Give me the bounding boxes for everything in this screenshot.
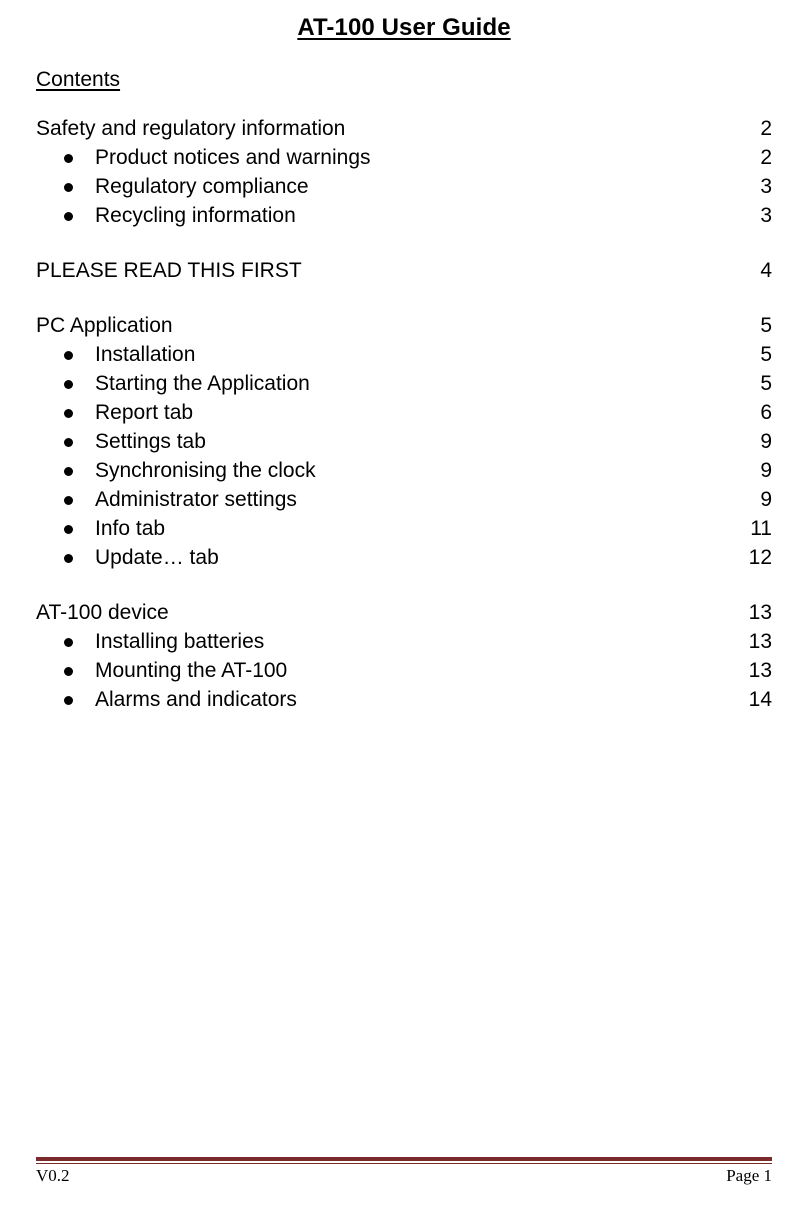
toc-entry-page: 2 xyxy=(760,117,772,140)
toc-subentry[interactable] xyxy=(36,456,772,485)
toc-subentry[interactable] xyxy=(36,543,772,572)
footer-version: V0.2 xyxy=(36,1166,70,1185)
toc-subentry-title: Info tab xyxy=(95,517,166,540)
toc-subentry-page: 13 xyxy=(748,630,772,653)
toc-section xyxy=(36,114,772,230)
toc-subentry[interactable] xyxy=(36,172,772,201)
toc-subentry-page: 9 xyxy=(760,488,772,511)
toc-entry[interactable] xyxy=(36,256,772,285)
toc-subentry[interactable] xyxy=(36,369,772,398)
toc-section xyxy=(36,311,772,572)
toc-subentry[interactable] xyxy=(36,398,772,427)
bullet-icon xyxy=(64,696,73,705)
toc-subentry-title: Installing batteries xyxy=(95,630,265,653)
bullet-icon xyxy=(64,351,73,360)
bullet-icon xyxy=(64,638,73,647)
toc-entry-page: 4 xyxy=(760,259,772,282)
toc-subentry[interactable] xyxy=(36,514,772,543)
footer-page-number: Page 1 xyxy=(726,1166,772,1185)
toc-subentry-page: 9 xyxy=(760,430,772,453)
toc-subentry[interactable] xyxy=(36,340,772,369)
bullet-icon xyxy=(64,409,73,418)
toc-entry-title: PLEASE READ THIS FIRST xyxy=(36,259,302,282)
toc-subentry-title: Installation xyxy=(95,343,196,366)
toc-section xyxy=(36,598,772,714)
toc-subentry-page: 11 xyxy=(750,517,772,540)
bullet-icon xyxy=(64,154,73,163)
toc-subentry-page: 5 xyxy=(760,372,772,395)
table-of-contents xyxy=(36,114,772,740)
bullet-icon xyxy=(64,183,73,192)
toc-subentry[interactable] xyxy=(36,427,772,456)
footer-rule-thin xyxy=(36,1163,772,1164)
toc-subentry-page: 12 xyxy=(748,546,772,569)
toc-subentry-title: Recycling information xyxy=(95,204,296,227)
toc-subentry-title: Mounting the AT-100 xyxy=(95,659,288,682)
toc-entry[interactable] xyxy=(36,598,772,627)
bullet-icon xyxy=(64,438,73,447)
bullet-icon xyxy=(64,667,73,676)
toc-subentry-title: Regulatory compliance xyxy=(95,175,309,198)
contents-heading: Contents xyxy=(36,68,121,91)
toc-subentry-title: Starting the Application xyxy=(95,372,310,395)
toc-subentry-title: Administrator settings xyxy=(95,488,297,511)
toc-entry-page: 13 xyxy=(748,601,772,624)
toc-subentry[interactable] xyxy=(36,201,772,230)
bullet-icon xyxy=(64,212,73,221)
toc-entry-title: PC Application xyxy=(36,314,173,337)
page-title: AT-100 User Guide xyxy=(297,14,511,41)
toc-subentry-page: 3 xyxy=(760,175,772,198)
toc-subentry[interactable] xyxy=(36,143,772,172)
toc-subentry-title: Product notices and warnings xyxy=(95,146,371,169)
toc-entry[interactable] xyxy=(36,114,772,143)
toc-subentry-title: Synchronising the clock xyxy=(95,459,316,482)
toc-subentry[interactable] xyxy=(36,685,772,714)
toc-section xyxy=(36,256,772,285)
footer-rule xyxy=(36,1157,772,1161)
toc-subentry-title: Alarms and indicators xyxy=(95,688,297,711)
toc-subentry-title: Report tab xyxy=(95,401,194,424)
toc-entry-title: AT-100 device xyxy=(36,601,169,624)
toc-subentry[interactable] xyxy=(36,627,772,656)
bullet-icon xyxy=(64,525,73,534)
toc-subentry-page: 13 xyxy=(748,659,772,682)
toc-subentry-title: Settings tab xyxy=(95,430,206,453)
toc-subentry-page: 6 xyxy=(760,401,772,424)
toc-subentry-page: 2 xyxy=(760,146,772,169)
bullet-icon xyxy=(64,496,73,505)
toc-subentry-page: 14 xyxy=(748,688,772,711)
toc-subentry[interactable] xyxy=(36,485,772,514)
toc-subentry-page: 9 xyxy=(760,459,772,482)
bullet-icon xyxy=(64,554,73,563)
toc-subentry-title: Update… tab xyxy=(95,546,219,569)
toc-entry-page: 5 xyxy=(760,314,772,337)
toc-subentry-page: 3 xyxy=(760,204,772,227)
toc-entry[interactable] xyxy=(36,311,772,340)
bullet-icon xyxy=(64,467,73,476)
toc-entry-title: Safety and regulatory information xyxy=(36,117,346,140)
toc-subentry[interactable] xyxy=(36,656,772,685)
toc-subentry-page: 5 xyxy=(760,343,772,366)
bullet-icon xyxy=(64,380,73,389)
